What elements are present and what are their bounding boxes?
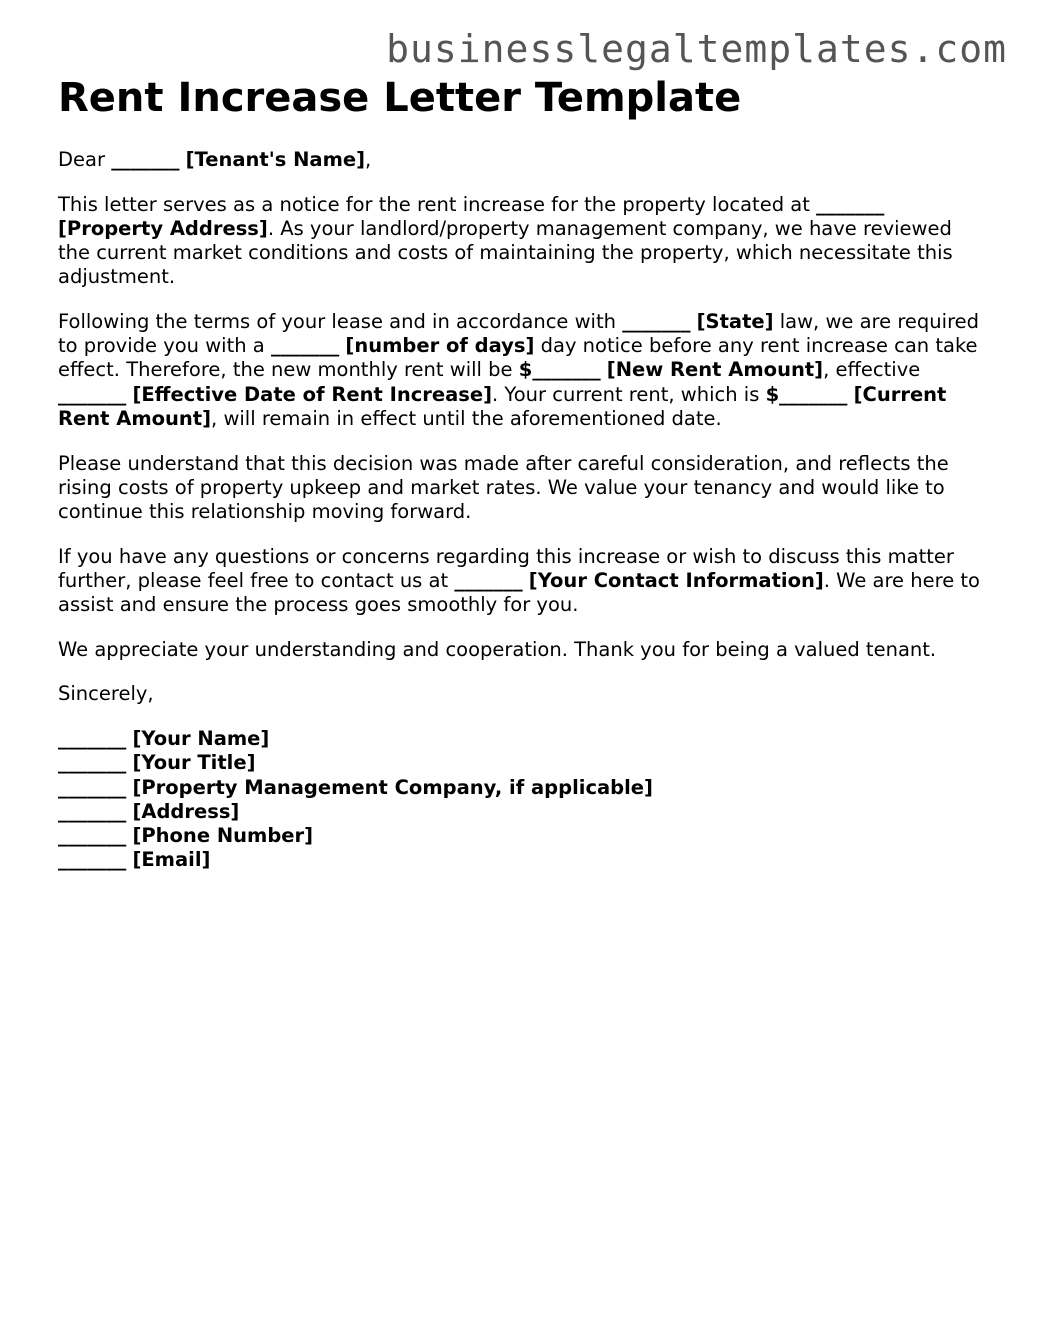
- signature-block: [58, 727, 983, 872]
- greeting: [58, 148, 983, 172]
- paragraph-text: . Your current rent, which is: [492, 382, 766, 406]
- dollar-sign: $: [518, 358, 533, 382]
- phone-number-field: [Phone Number]: [132, 823, 314, 847]
- blank-line: _______: [58, 775, 127, 799]
- blank-line: _______: [58, 848, 127, 872]
- paragraph-consideration: Please understand that this decision was made after careful consideration, and reflects the rising costs of property upkeep and market rates. We value your tenancy and would like to continue this relationship moving forward.: [58, 451, 949, 523]
- greeting-prefix: Dear: [58, 148, 112, 171]
- signature-line-address: [58, 800, 983, 824]
- greeting-suffix: ,: [365, 148, 372, 171]
- paragraph-terms: [58, 310, 983, 431]
- blank-line: _______: [58, 823, 127, 847]
- paragraph-text: law, we are required to provide you with a: [58, 310, 980, 358]
- blank-line: _______: [58, 799, 127, 823]
- paragraph-text: If you have any questions or concerns regarding this increase or wish to discuss this matter further, please feel free to contact us at: [58, 544, 954, 592]
- property-address-field: [Property Address]: [58, 216, 268, 240]
- state-field: [State]: [696, 310, 774, 334]
- blank-line: _______: [58, 727, 127, 751]
- current-rent-amount-field: [Current Rent Amount]: [58, 382, 947, 430]
- blank-line: _______: [622, 310, 691, 334]
- contact-information-field: [Your Contact Information]: [528, 568, 824, 592]
- number-of-days-field: [number of days]: [345, 334, 535, 358]
- paragraph-contact: [58, 545, 983, 618]
- paragraph-appreciation: We appreciate your understanding and cooperation. Thank you for being a valued tenant.: [58, 637, 937, 661]
- closing: Sincerely,: [58, 682, 154, 706]
- blank-line: _______: [779, 382, 848, 406]
- letter-body: [58, 148, 983, 872]
- paragraph-text: , will remain in effect until the aforementioned date.: [211, 406, 722, 430]
- dollar-sign: $: [765, 382, 780, 406]
- blank-line: _______: [816, 192, 885, 216]
- effective-date-field: [Effective Date of Rent Increase]: [132, 382, 493, 406]
- your-name-field: [Your Name]: [132, 727, 270, 751]
- signature-line-email: [58, 848, 983, 872]
- tenant-name-field: [Tenant's Name]: [185, 148, 366, 171]
- company-field: [Property Management Company, if applicable]: [132, 775, 653, 799]
- blank-line: _______: [58, 751, 127, 775]
- paragraph-notice: [58, 193, 983, 290]
- blank-line: _______: [454, 568, 523, 592]
- signature-line-title: [58, 751, 983, 775]
- signature-line-phone: [58, 824, 983, 848]
- paragraph-text: This letter serves as a notice for the rent increase for the property located at: [58, 192, 817, 216]
- blank-line: _______: [270, 334, 340, 358]
- paragraph-text: . We are here to assist and ensure the process goes smoothly for you.: [58, 568, 980, 617]
- paragraph-text: , effective: [823, 358, 921, 382]
- blank-line: _______: [58, 382, 127, 406]
- watermark-text: businesslegaltemplates.com: [386, 27, 1007, 71]
- paragraph-text: Following the terms of your lease and in accordance with: [58, 310, 623, 334]
- signature-line-company: [58, 776, 983, 800]
- your-title-field: [Your Title]: [132, 751, 256, 775]
- new-rent-amount-field: [New Rent Amount]: [606, 358, 824, 382]
- blank-line: _______: [532, 358, 601, 382]
- page-title: Rent Increase Letter Template: [58, 75, 742, 121]
- signature-line-name: [58, 727, 983, 751]
- paragraph-text: . As your landlord/property management company, we have reviewed the current market conditions and costs of maintaining the property, which necessitate this adjustment.: [58, 216, 953, 289]
- email-field: [Email]: [132, 848, 211, 872]
- blank-line: _______: [111, 148, 180, 171]
- address-field: [Address]: [132, 799, 240, 823]
- paragraph-text: day notice before any rent increase can take effect. Therefore, the new monthly rent will be: [58, 334, 978, 382]
